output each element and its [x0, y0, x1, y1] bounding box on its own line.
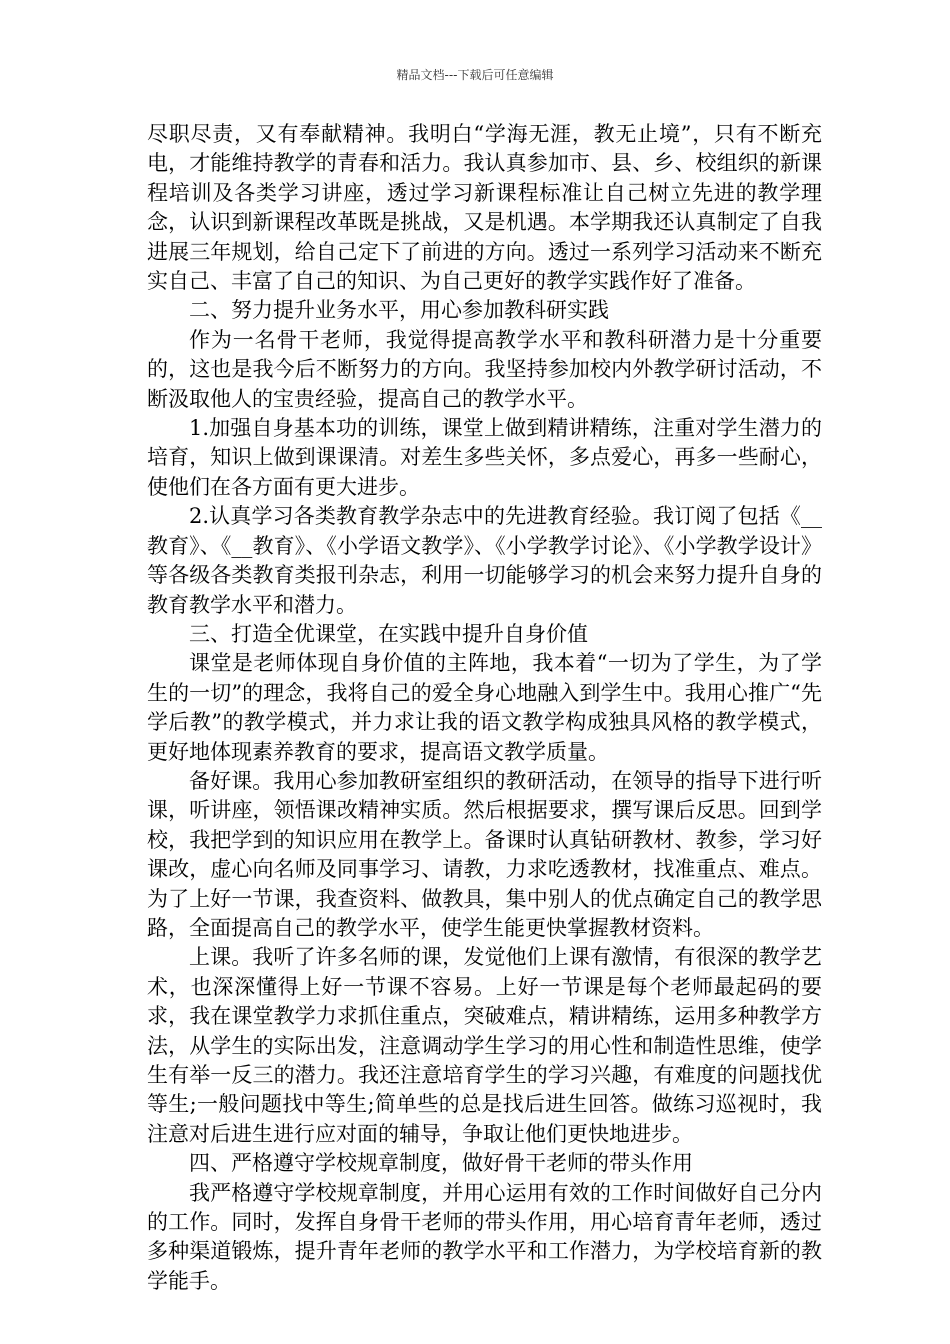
- paragraph-continuation: 尽职尽责，又有奉献精神。我明白“学海无涯，教无止境”，只有不断充电，才能维持教学的青春和活力。我认真参加市、县、乡、校组织的新课程培训及各类学习讲座，透过学习新课程标准让自己树立先进的教学理念，认识到新课程改革既是挑战，又是机遇。本学期我还认真制定了自我进展三年规划，给自己定下了前进的方向。透过一系列学习活动来不断充实自己、丰富了自己的知识、为自己更好的教学实践作好了准备。: [147, 122, 822, 294]
- list-item-2: 2.认真学习各类教育教学杂志中的先进教育经验。我订阅了包括《__教育》、《__教育》、《小学语文教学》、《小学教学讨论》、《小学教学设计》等各级各类教育类报刊杂志，利用一切能够学习的机会来努力提升自身的教育教学水平和潜力。: [147, 504, 822, 617]
- paragraph: 课堂是老师体现自身价值的主阵地，我本着“一切为了学生，为了学生的一切”的理念，我将自己的爱全身心地融入到学生中。我用心推广“先学后教”的教学模式，并力求让我的语文教学构成独具风格的教学模式，更好地体现素养教育的要求，提高语文教学质量。: [147, 651, 822, 764]
- page-header: 精品文档---下载后可任意编辑: [396, 68, 554, 82]
- list-item-1: 1.加强自身基本功的训练，课堂上做到精讲精练，注重对学生潜力的培育，知识上做到课课清。对差生多些关怀，多点爱心，再多一些耐心，使他们在各方面有更大进步。: [147, 416, 822, 499]
- section-heading-3: 三、打造全优课堂，在实践中提升自身价值: [189, 621, 588, 646]
- paragraph: 备好课。我用心参加教研室组织的教研活动，在领导的指导下进行听课，听讲座，领悟课改精神实质。然后根据要求，撰写课后反思。回到学校，我把学到的知识应用在教学上。备课时认真钻研教材、教参，学习好课改，虚心向名师及同事学习、请教，力求吃透教材，找准重点、难点。为了上好一节课，我查资料、做教具，集中别人的优点确定自己的教学思路，全面提高自己的教学水平，使学生能更快掌握教材资料。: [147, 768, 822, 940]
- paragraph: 作为一名骨干老师，我觉得提高教学水平和教科研潜力是十分重要的，这也是我今后不断努力的方向。我坚持参加校内外教学研讨活动，不断汲取他人的宝贵经验，提高自己的教学水平。: [147, 327, 822, 411]
- paragraph: 上课。我听了许多名师的课，发觉他们上课有激情，有很深的教学艺术，也深深懂得上好一节课不容易。上好一节课是每个老师最起码的要求，我在课堂教学力求抓住重点，突破难点，精讲精练，运用多种教学方法，从学生的实际出发，注意调动学生学习的用心性和制造性思维，使学生有举一反三的潜力。我还注意培育学生的学习兴趣，有难度的问题找优等生;一般问题找中等生;简单些的总是找后进生回答。做练习巡视时，我注意对后进生进行应对面的辅导，争取让他们更快地进步。: [147, 945, 822, 1146]
- section-heading-2: 二、努力提升业务水平，用心参加教科研实践: [189, 298, 609, 323]
- document-body: [147, 120, 822, 1296]
- paragraph: 我严格遵守学校规章制度，并用心运用有效的工作时间做好自己分内的工作。同时，发挥自身骨干老师的带头作用，用心培育青年老师，透过多种渠道锻炼，提升青年老师的教学水平和工作潜力，为学校培育新的教学能手。: [147, 1180, 822, 1293]
- section-heading-4: 四、严格遵守学校规章制度，做好骨干老师的带头作用: [189, 1151, 693, 1176]
